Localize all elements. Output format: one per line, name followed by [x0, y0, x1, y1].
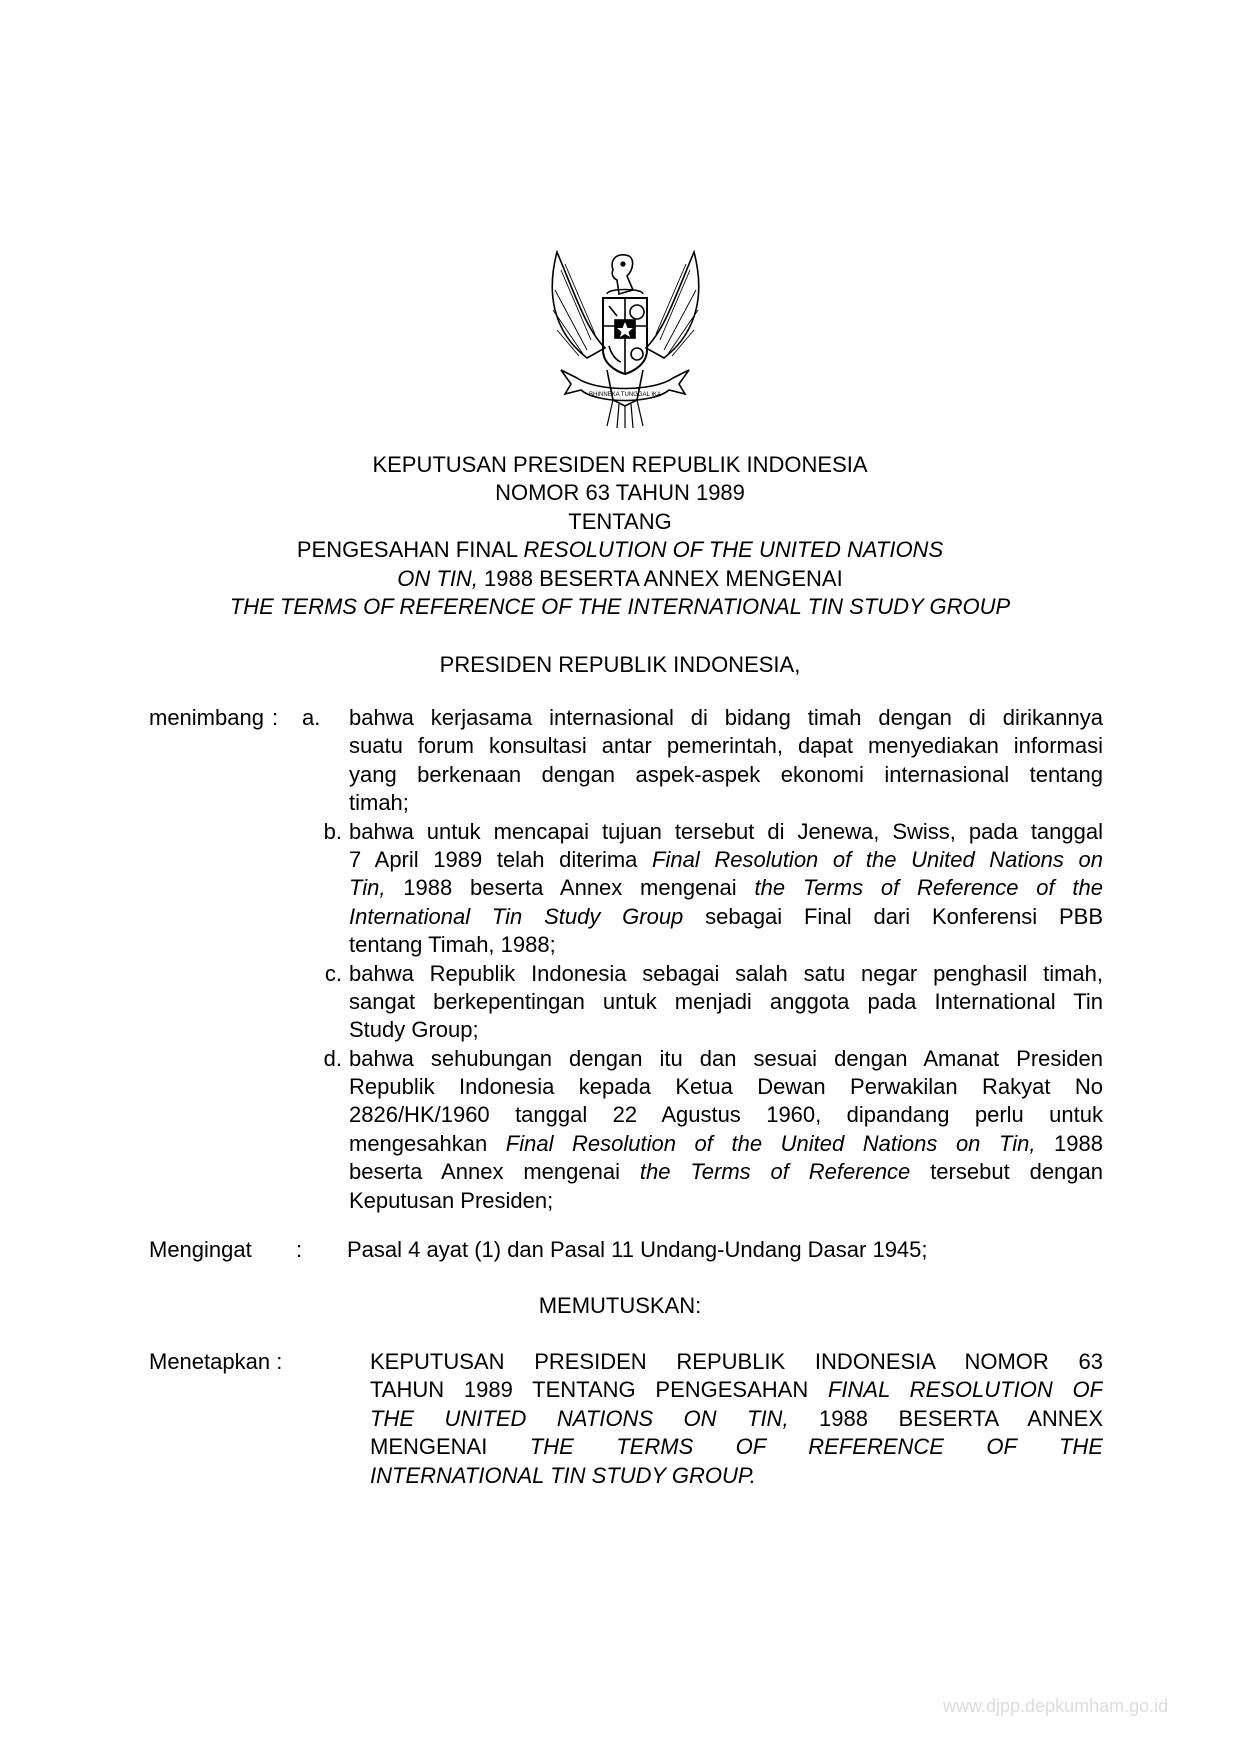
menimbang-item [0, 818, 1240, 960]
text-line [349, 960, 1103, 988]
menetapkan-text [370, 1348, 1103, 1490]
text-segment: KEPUTUSAN PRESIDEN REPUBLIK INDONESIA [372, 452, 868, 477]
italic-segment: THE TERMS OF REFERENCE OF THE [529, 1434, 1103, 1460]
text-line [349, 761, 1103, 789]
item-letter: a. [302, 705, 321, 730]
memutuskan-heading: MEMUTUSKAN: [538, 1293, 702, 1318]
text-line [0, 565, 1240, 593]
menimbang-item [0, 1045, 1240, 1215]
text-segment: beserta Annex mengenai [349, 1159, 640, 1185]
text-segment: bahwa kerjasama internasional di bidang timah dengan di dirikannya [349, 705, 1103, 730]
text-line [370, 1376, 1103, 1404]
italic-segment: INTERNATIONAL TIN STUDY GROUP. [370, 1462, 756, 1488]
text-line [370, 1348, 1103, 1376]
text-segment: 7 April 1989 telah diterima [349, 846, 653, 872]
text-line [349, 931, 1103, 959]
text-line [349, 1130, 1103, 1158]
text-line [349, 732, 1103, 760]
text-line [0, 508, 1240, 536]
text-segment: 1988 [1035, 1130, 1103, 1156]
text-segment: MENGENAI [370, 1434, 530, 1460]
text-line [349, 903, 1103, 931]
menimbang-colon: : [272, 705, 279, 730]
italic-segment: Tin, [349, 875, 386, 901]
mengingat-colon: : [296, 1237, 303, 1262]
text-segment: sangat berkepentingan untuk menjadi anggota pada International Tin [349, 988, 1103, 1014]
text-line [0, 593, 1240, 621]
text-line [349, 988, 1103, 1016]
menimbang-item [0, 704, 1240, 818]
text-line [0, 479, 1240, 507]
watermark-url: www.djpp.depkumham.go.id [943, 1696, 1169, 1716]
text-line [349, 789, 1103, 817]
italic-segment: the Terms of Reference of the [754, 875, 1103, 901]
item-letter: b. [323, 818, 342, 844]
text-segment: timah; [349, 790, 409, 816]
text-segment: NOMOR 63 TAHUN 1989 [495, 480, 745, 506]
text-line [349, 704, 1103, 732]
text-segment: Study Group; [349, 1017, 479, 1043]
text-segment: mengesahkan [349, 1130, 506, 1156]
italic-segment: THE TERMS OF REFERENCE OF THE INTERNATIONAL TIN STUDY GROUP [229, 593, 1011, 619]
text-line [349, 1158, 1103, 1186]
text-line [370, 1462, 1103, 1490]
text-segment: bahwa untuk mencapai tujuan tersebut di Jenewa, Swiss, pada tanggal [349, 818, 1103, 844]
menimbang-label: menimbang [149, 705, 264, 730]
item-letter: c. [324, 960, 342, 986]
text-segment: bahwa Republik Indonesia sebagai salah satu negar penghasil timah, [349, 960, 1103, 986]
item-letter: d. [323, 1045, 342, 1071]
italic-segment: RESOLUTION OF THE UNITED NATIONS [523, 537, 944, 563]
text-line [349, 874, 1103, 902]
text-segment: Keputusan Presiden; [349, 1187, 554, 1213]
text-segment: suatu forum konsultasi antar pemerintah, dapat menyediakan informasi [349, 733, 1103, 759]
menimbang-items [0, 704, 1240, 1215]
mengingat-text: Pasal 4 ayat (1) dan Pasal 11 Undang-Undang Dasar 1945; [347, 1237, 928, 1262]
italic-segment: THE UNITED NATIONS ON TIN, [370, 1405, 789, 1431]
italic-segment: the Terms of Reference [639, 1159, 911, 1185]
text-segment: yang berkenaan dengan aspek-aspek ekonomi internasional tentang [349, 761, 1103, 787]
text-line [349, 1073, 1103, 1101]
text-line [349, 1016, 1103, 1044]
italic-segment: Final Resolution of the United Nations on [652, 846, 1103, 872]
text-segment: PENGESAHAN FINAL [296, 537, 524, 563]
italic-segment: Final Resolution of the United Nations on Tin, [505, 1130, 1036, 1156]
text-line [349, 846, 1103, 874]
text-segment: tersebut dengan [910, 1159, 1103, 1185]
text-line [0, 451, 1240, 479]
text-line [349, 1045, 1103, 1073]
svg-text:BHINNEKA TUNGGAL IKA: BHINNEKA TUNGGAL IKA [588, 392, 662, 398]
text-segment: 1988 BESERTA ANNEX MENGENAI [477, 565, 843, 591]
text-segment: 2826/HK/1960 tanggal 22 Agustus 1960, dipandang perlu untuk [349, 1102, 1103, 1128]
document-title [0, 451, 1240, 621]
text-segment: tentang Timah, 1988; [349, 932, 556, 958]
italic-segment: FINAL RESOLUTION OF [827, 1377, 1103, 1403]
text-line [0, 536, 1240, 564]
italic-segment: International Tin Study Group [349, 903, 684, 929]
presiden-heading: PRESIDEN REPUBLIK INDONESIA, [439, 652, 801, 677]
garuda-emblem [547, 250, 704, 428]
text-segment: 1988 BESERTA ANNEX [788, 1405, 1103, 1431]
text-line [349, 1187, 1103, 1215]
menetapkan-label: Menetapkan : [149, 1349, 283, 1374]
text-segment: TAHUN 1989 TENTANG PENGESAHAN [370, 1377, 828, 1403]
text-line [370, 1433, 1103, 1461]
text-segment: Republik Indonesia kepada Ketua Dewan Perwakilan Rakyat No [349, 1074, 1103, 1100]
text-line [349, 818, 1103, 846]
mengingat-label: Mengingat [149, 1237, 252, 1262]
text-segment: KEPUTUSAN PRESIDEN REPUBLIK INDONESIA NOMOR 63 [370, 1349, 1103, 1374]
text-segment: bahwa sehubungan dengan itu dan sesuai dengan Amanat Presiden [349, 1045, 1103, 1071]
text-segment: TENTANG [568, 508, 672, 534]
text-segment: sebagai Final dari Konferensi PBB [683, 903, 1103, 929]
italic-segment: ON TIN, [397, 565, 478, 591]
text-line [370, 1405, 1103, 1433]
text-line [349, 1101, 1103, 1129]
text-segment: 1988 beserta Annex mengenai [385, 875, 755, 901]
menimbang-item [0, 960, 1240, 1045]
